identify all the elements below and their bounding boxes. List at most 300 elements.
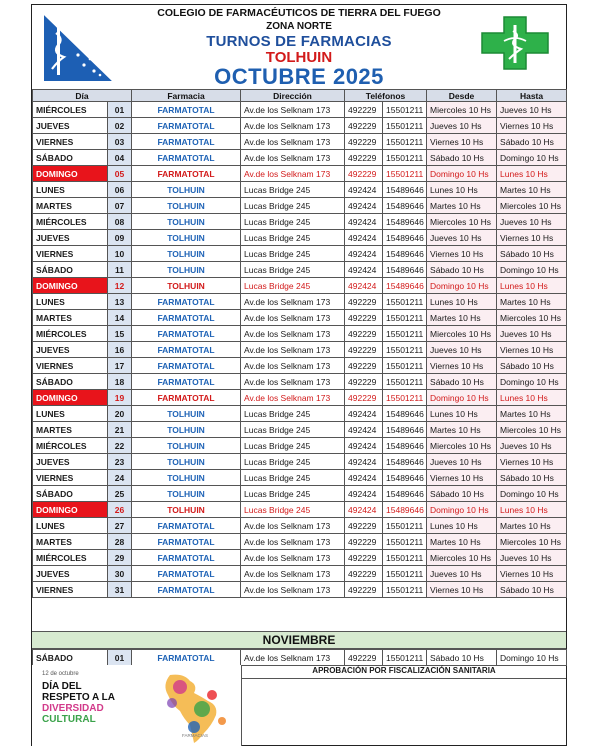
day-cell: SÁBADO: [33, 150, 108, 166]
address-cell: Lucas Bridge 245: [241, 230, 345, 246]
phone-cell: 492229: [345, 150, 383, 166]
date-cell: 18: [108, 374, 132, 390]
address-cell: Av.de los Selknam 173: [241, 566, 345, 582]
address-cell: Av.de los Selknam 173: [241, 310, 345, 326]
from-cell: Sábado 10 Hs: [427, 374, 497, 390]
mobile-cell: 15489646: [383, 486, 427, 502]
to-cell: Lunes 10 Hs: [497, 278, 567, 294]
phone-cell: 492424: [345, 502, 383, 518]
to-cell: Viernes 10 Hs: [497, 342, 567, 358]
day-cell: MARTES: [33, 198, 108, 214]
table-row: [33, 438, 567, 454]
address-cell: Av.de los Selknam 173: [241, 650, 345, 666]
to-cell: Miercoles 10 Hs: [497, 422, 567, 438]
pharmacy-cell: TOLHUIN: [132, 502, 241, 518]
from-cell: Sábado 10 Hs: [427, 262, 497, 278]
from-cell: Martes 10 Hs: [427, 422, 497, 438]
day-cell: DOMINGO: [33, 390, 108, 406]
date-cell: 02: [108, 118, 132, 134]
mobile-cell: 15501211: [383, 374, 427, 390]
to-cell: Sábado 10 Hs: [497, 246, 567, 262]
date-cell: 29: [108, 550, 132, 566]
to-cell: Lunes 10 Hs: [497, 390, 567, 406]
phone-cell: 492229: [345, 310, 383, 326]
from-cell: Lunes 10 Hs: [427, 406, 497, 422]
address-cell: Lucas Bridge 245: [241, 422, 345, 438]
day-cell: LUNES: [33, 182, 108, 198]
pharmacy-cell: FARMATOTAL: [132, 150, 241, 166]
pharmacy-cell: TOLHUIN: [132, 198, 241, 214]
table-row: [33, 326, 567, 342]
table-row: [33, 582, 567, 598]
address-cell: Av.de los Selknam 173: [241, 118, 345, 134]
pharmacy-cell: FARMATOTAL: [132, 118, 241, 134]
pharmacy-cell: TOLHUIN: [132, 246, 241, 262]
sanitary-approval-label: APROBACIÓN POR FISCALIZACIÓN SANITARIA: [242, 665, 566, 679]
address-cell: Lucas Bridge 245: [241, 454, 345, 470]
day-cell: MARTES: [33, 422, 108, 438]
from-cell: Jueves 10 Hs: [427, 230, 497, 246]
mobile-cell: 15501211: [383, 134, 427, 150]
date-cell: 26: [108, 502, 132, 518]
from-cell: Viernes 10 Hs: [427, 470, 497, 486]
day-cell: MIÉRCOLES: [33, 550, 108, 566]
to-cell: Domingo 10 Hs: [497, 374, 567, 390]
pharmacy-cell: FARMATOTAL: [132, 566, 241, 582]
date-cell: 17: [108, 358, 132, 374]
mobile-cell: 15489646: [383, 502, 427, 518]
phone-cell: 492229: [345, 118, 383, 134]
pharmacy-cell: FARMATOTAL: [132, 134, 241, 150]
mobile-cell: 15489646: [383, 438, 427, 454]
to-cell: Lunes 10 Hs: [497, 166, 567, 182]
day-cell: JUEVES: [33, 342, 108, 358]
day-cell: LUNES: [33, 518, 108, 534]
phone-cell: 492229: [345, 518, 383, 534]
date-cell: 04: [108, 150, 132, 166]
day-cell: SÁBADO: [33, 262, 108, 278]
mobile-cell: 15489646: [383, 230, 427, 246]
date-cell: 05: [108, 166, 132, 182]
day-cell: JUEVES: [33, 230, 108, 246]
address-cell: Av.de los Selknam 173: [241, 390, 345, 406]
date-cell: 16: [108, 342, 132, 358]
phone-cell: 492229: [345, 358, 383, 374]
zone-name: ZONA NORTE: [266, 21, 332, 32]
table-row: [33, 374, 567, 390]
college-name: COLEGIO DE FARMACÉUTICOS DE TIERRA DEL FUEGO: [157, 7, 441, 19]
column-header-dia: Día: [33, 90, 132, 102]
pharmacy-cell: TOLHUIN: [132, 214, 241, 230]
mobile-cell: 15501211: [383, 342, 427, 358]
from-cell: Domingo 10 Hs: [427, 502, 497, 518]
pharmacy-cell: FARMATOTAL: [132, 166, 241, 182]
table-row: [33, 278, 567, 294]
address-cell: Av.de los Selknam 173: [241, 326, 345, 342]
day-cell: SÁBADO: [33, 486, 108, 502]
date-cell: 27: [108, 518, 132, 534]
day-cell: MIÉRCOLES: [33, 438, 108, 454]
from-cell: Martes 10 Hs: [427, 198, 497, 214]
phone-cell: 492424: [345, 438, 383, 454]
phone-cell: 492424: [345, 198, 383, 214]
header: [32, 5, 566, 89]
table-row: [33, 406, 567, 422]
from-cell: Lunes 10 Hs: [427, 182, 497, 198]
date-cell: 20: [108, 406, 132, 422]
to-cell: Miercoles 10 Hs: [497, 310, 567, 326]
footer: [32, 665, 566, 746]
table-row: [33, 134, 567, 150]
address-cell: Av.de los Selknam 173: [241, 342, 345, 358]
phone-cell: 492424: [345, 214, 383, 230]
address-cell: Av.de los Selknam 173: [241, 518, 345, 534]
to-cell: Martes 10 Hs: [497, 294, 567, 310]
date-cell: 30: [108, 566, 132, 582]
pharmacy-cell: FARMATOTAL: [132, 374, 241, 390]
pharmacy-cell: TOLHUIN: [132, 262, 241, 278]
table-row: [33, 230, 567, 246]
date-cell: 19: [108, 390, 132, 406]
address-cell: Lucas Bridge 245: [241, 246, 345, 262]
address-cell: Lucas Bridge 245: [241, 198, 345, 214]
to-cell: Viernes 10 Hs: [497, 230, 567, 246]
table-row: [33, 294, 567, 310]
date-cell: 10: [108, 246, 132, 262]
date-cell: 03: [108, 134, 132, 150]
table-row: [33, 182, 567, 198]
address-cell: Lucas Bridge 245: [241, 486, 345, 502]
address-cell: Av.de los Selknam 173: [241, 374, 345, 390]
phone-cell: 492424: [345, 246, 383, 262]
address-cell: Av.de los Selknam 173: [241, 294, 345, 310]
from-cell: Miercoles 10 Hs: [427, 326, 497, 342]
address-cell: Av.de los Selknam 173: [241, 166, 345, 182]
date-cell: 14: [108, 310, 132, 326]
poster-brand: FARMACIAS: [182, 733, 209, 738]
pharmacy-cell: FARMATOTAL: [132, 550, 241, 566]
pharmacy-cell: TOLHUIN: [132, 454, 241, 470]
pharmacy-cell: FARMATOTAL: [132, 310, 241, 326]
date-cell: 23: [108, 454, 132, 470]
pharmacy-cell: TOLHUIN: [132, 470, 241, 486]
to-cell: Jueves 10 Hs: [497, 438, 567, 454]
from-cell: Domingo 10 Hs: [427, 390, 497, 406]
poster-date: 12 de octubre: [42, 671, 79, 677]
table-row: [33, 214, 567, 230]
phone-cell: 492229: [345, 294, 383, 310]
address-cell: Av.de los Selknam 173: [241, 102, 345, 118]
table-row: [33, 534, 567, 550]
day-cell: JUEVES: [33, 454, 108, 470]
phone-cell: 492424: [345, 454, 383, 470]
day-cell: MIÉRCOLES: [33, 326, 108, 342]
to-cell: Viernes 10 Hs: [497, 454, 567, 470]
mobile-cell: 15501211: [383, 650, 427, 666]
to-cell: Sábado 10 Hs: [497, 582, 567, 598]
month-title: OCTUBRE 2025: [214, 64, 384, 89]
from-cell: Jueves 10 Hs: [427, 566, 497, 582]
to-cell: Jueves 10 Hs: [497, 550, 567, 566]
day-cell: VIERNES: [33, 358, 108, 374]
address-cell: Lucas Bridge 245: [241, 182, 345, 198]
table-row: [33, 342, 567, 358]
city-name: TOLHUIN: [265, 49, 333, 66]
table-row: [33, 502, 567, 518]
day-cell: DOMINGO: [33, 278, 108, 294]
address-cell: Av.de los Selknam 173: [241, 534, 345, 550]
column-header-farmacia: Farmacia: [132, 90, 241, 102]
phone-cell: 492229: [345, 342, 383, 358]
column-header-telefonos: Teléfonos: [345, 90, 427, 102]
from-cell: Miercoles 10 Hs: [427, 102, 497, 118]
address-cell: Av.de los Selknam 173: [241, 582, 345, 598]
from-cell: Domingo 10 Hs: [427, 166, 497, 182]
table-row: [33, 486, 567, 502]
mobile-cell: 15489646: [383, 454, 427, 470]
table-row: [33, 650, 567, 666]
pharmacy-cell: TOLHUIN: [132, 486, 241, 502]
day-cell: MIÉRCOLES: [33, 102, 108, 118]
to-cell: Sábado 10 Hs: [497, 470, 567, 486]
date-cell: 09: [108, 230, 132, 246]
date-cell: 13: [108, 294, 132, 310]
date-cell: 11: [108, 262, 132, 278]
phone-cell: 492229: [345, 102, 383, 118]
day-cell: LUNES: [33, 294, 108, 310]
table-row: [33, 454, 567, 470]
pharmacy-cell: TOLHUIN: [132, 182, 241, 198]
mobile-cell: 15489646: [383, 406, 427, 422]
date-cell: 01: [108, 650, 132, 666]
schedule-title: TURNOS DE FARMACIAS: [206, 33, 392, 50]
from-cell: Viernes 10 Hs: [427, 134, 497, 150]
date-cell: 28: [108, 534, 132, 550]
pharmacy-cell: FARMATOTAL: [132, 102, 241, 118]
mobile-cell: 15489646: [383, 470, 427, 486]
address-cell: Av.de los Selknam 173: [241, 550, 345, 566]
mobile-cell: 15489646: [383, 422, 427, 438]
mobile-cell: 15501211: [383, 150, 427, 166]
table-row: [33, 470, 567, 486]
phone-cell: 492229: [345, 582, 383, 598]
table-row: [33, 198, 567, 214]
address-cell: Lucas Bridge 245: [241, 214, 345, 230]
date-cell: 08: [108, 214, 132, 230]
mobile-cell: 15501211: [383, 566, 427, 582]
cultural-diversity-poster: [32, 665, 242, 746]
mobile-cell: 15489646: [383, 198, 427, 214]
from-cell: Sábado 10 Hs: [427, 486, 497, 502]
to-cell: Sábado 10 Hs: [497, 358, 567, 374]
date-cell: 21: [108, 422, 132, 438]
day-cell: MARTES: [33, 534, 108, 550]
date-cell: 01: [108, 102, 132, 118]
mobile-cell: 15501211: [383, 358, 427, 374]
from-cell: Miercoles 10 Hs: [427, 214, 497, 230]
day-cell: MARTES: [33, 310, 108, 326]
phone-cell: 492229: [345, 534, 383, 550]
phone-cell: 492424: [345, 262, 383, 278]
mobile-cell: 15489646: [383, 214, 427, 230]
table-row: [33, 358, 567, 374]
to-cell: Miercoles 10 Hs: [497, 534, 567, 550]
mobile-cell: 15501211: [383, 118, 427, 134]
from-cell: Domingo 10 Hs: [427, 278, 497, 294]
table-row: [33, 518, 567, 534]
from-cell: Sábado 10 Hs: [427, 650, 497, 666]
phone-cell: 492424: [345, 422, 383, 438]
table-row: [33, 166, 567, 182]
phone-cell: 492229: [345, 374, 383, 390]
to-cell: Domingo 10 Hs: [497, 650, 567, 666]
schedule-body: [33, 102, 567, 598]
phone-cell: 492424: [345, 230, 383, 246]
to-cell: Jueves 10 Hs: [497, 326, 567, 342]
to-cell: Jueves 10 Hs: [497, 102, 567, 118]
pharmacy-schedule-sheet: [31, 4, 567, 746]
from-cell: Miercoles 10 Hs: [427, 438, 497, 454]
day-cell: DOMINGO: [33, 502, 108, 518]
day-cell: SÁBADO: [33, 650, 108, 666]
address-cell: Lucas Bridge 245: [241, 262, 345, 278]
mobile-cell: 15501211: [383, 102, 427, 118]
date-cell: 07: [108, 198, 132, 214]
pharmacy-cell: FARMATOTAL: [132, 342, 241, 358]
november-banner: NOVIEMBRE: [32, 631, 566, 649]
to-cell: Domingo 10 Hs: [497, 150, 567, 166]
mobile-cell: 15501211: [383, 518, 427, 534]
from-cell: Sábado 10 Hs: [427, 150, 497, 166]
address-cell: Av.de los Selknam 173: [241, 150, 345, 166]
mobile-cell: 15501211: [383, 326, 427, 342]
date-cell: 25: [108, 486, 132, 502]
phone-cell: 492229: [345, 166, 383, 182]
address-cell: Lucas Bridge 245: [241, 470, 345, 486]
poster-line-4: CULTURAL: [42, 714, 96, 725]
from-cell: Viernes 10 Hs: [427, 246, 497, 262]
day-cell: JUEVES: [33, 566, 108, 582]
pharmacy-cell: FARMATOTAL: [132, 518, 241, 534]
pharmacy-cell: TOLHUIN: [132, 278, 241, 294]
table-row: [33, 102, 567, 118]
pharmacy-cell: TOLHUIN: [132, 422, 241, 438]
from-cell: Jueves 10 Hs: [427, 118, 497, 134]
poster-line-1: DÍA DEL: [42, 681, 82, 692]
day-cell: VIERNES: [33, 246, 108, 262]
to-cell: Martes 10 Hs: [497, 518, 567, 534]
table-row: [33, 550, 567, 566]
date-cell: 15: [108, 326, 132, 342]
from-cell: Lunes 10 Hs: [427, 294, 497, 310]
column-header-desde: Desde: [427, 90, 497, 102]
pharmacy-cell: FARMATOTAL: [132, 582, 241, 598]
pharmacy-cell: TOLHUIN: [132, 438, 241, 454]
address-cell: Lucas Bridge 245: [241, 438, 345, 454]
date-cell: 22: [108, 438, 132, 454]
to-cell: Viernes 10 Hs: [497, 118, 567, 134]
date-cell: 31: [108, 582, 132, 598]
to-cell: Jueves 10 Hs: [497, 214, 567, 230]
from-cell: Jueves 10 Hs: [427, 342, 497, 358]
date-cell: 06: [108, 182, 132, 198]
mobile-cell: 15501211: [383, 550, 427, 566]
table-row: [33, 390, 567, 406]
pharmacy-cell: FARMATOTAL: [132, 534, 241, 550]
from-cell: Miercoles 10 Hs: [427, 550, 497, 566]
day-cell: JUEVES: [33, 118, 108, 134]
address-cell: Lucas Bridge 245: [241, 406, 345, 422]
address-cell: Av.de los Selknam 173: [241, 358, 345, 374]
phone-cell: 492424: [345, 278, 383, 294]
from-cell: Jueves 10 Hs: [427, 454, 497, 470]
november-table: [32, 649, 567, 666]
pharmacy-cell: FARMATOTAL: [132, 326, 241, 342]
mobile-cell: 15489646: [383, 278, 427, 294]
day-cell: DOMINGO: [33, 166, 108, 182]
mobile-cell: 15501211: [383, 390, 427, 406]
phone-cell: 492424: [345, 486, 383, 502]
mobile-cell: 15501211: [383, 294, 427, 310]
poster-line-2: RESPETO A LA: [42, 692, 115, 703]
phone-cell: 492424: [345, 470, 383, 486]
day-cell: SÁBADO: [33, 374, 108, 390]
to-cell: Domingo 10 Hs: [497, 486, 567, 502]
date-cell: 24: [108, 470, 132, 486]
table-row: [33, 262, 567, 278]
phone-cell: 492424: [345, 406, 383, 422]
table-row: [33, 150, 567, 166]
mobile-cell: 15501211: [383, 534, 427, 550]
table-header-row: [33, 90, 567, 102]
address-cell: Lucas Bridge 245: [241, 278, 345, 294]
table-row: [33, 310, 567, 326]
to-cell: Viernes 10 Hs: [497, 566, 567, 582]
mobile-cell: 15501211: [383, 582, 427, 598]
mobile-cell: 15501211: [383, 310, 427, 326]
poster-line-3: DIVERSIDAD: [42, 703, 104, 714]
address-cell: Lucas Bridge 245: [241, 502, 345, 518]
table-row: [33, 246, 567, 262]
to-cell: Sábado 10 Hs: [497, 134, 567, 150]
pharmacy-cell: FARMATOTAL: [132, 358, 241, 374]
from-cell: Martes 10 Hs: [427, 534, 497, 550]
schedule-table: [32, 89, 567, 598]
to-cell: Miercoles 10 Hs: [497, 198, 567, 214]
pharmacy-cell: FARMATOTAL: [132, 390, 241, 406]
phone-cell: 492229: [345, 134, 383, 150]
table-row: [33, 566, 567, 582]
from-cell: Viernes 10 Hs: [427, 582, 497, 598]
table-row: [33, 118, 567, 134]
column-header-hasta: Hasta: [497, 90, 567, 102]
day-cell: VIERNES: [33, 470, 108, 486]
date-cell: 12: [108, 278, 132, 294]
pharmacy-cell: FARMATOTAL: [132, 294, 241, 310]
mobile-cell: 15501211: [383, 166, 427, 182]
day-cell: VIERNES: [33, 134, 108, 150]
pharmacy-cross-icon: [480, 15, 550, 71]
column-header-direccion: Dirección: [241, 90, 345, 102]
pharmacy-cell: FARMATOTAL: [132, 650, 241, 666]
from-cell: Lunes 10 Hs: [427, 518, 497, 534]
poster-title: [42, 681, 115, 725]
phone-cell: 492229: [345, 550, 383, 566]
phone-cell: 492229: [345, 566, 383, 582]
to-cell: Martes 10 Hs: [497, 406, 567, 422]
pharmacy-cell: TOLHUIN: [132, 406, 241, 422]
address-cell: Av.de los Selknam 173: [241, 134, 345, 150]
